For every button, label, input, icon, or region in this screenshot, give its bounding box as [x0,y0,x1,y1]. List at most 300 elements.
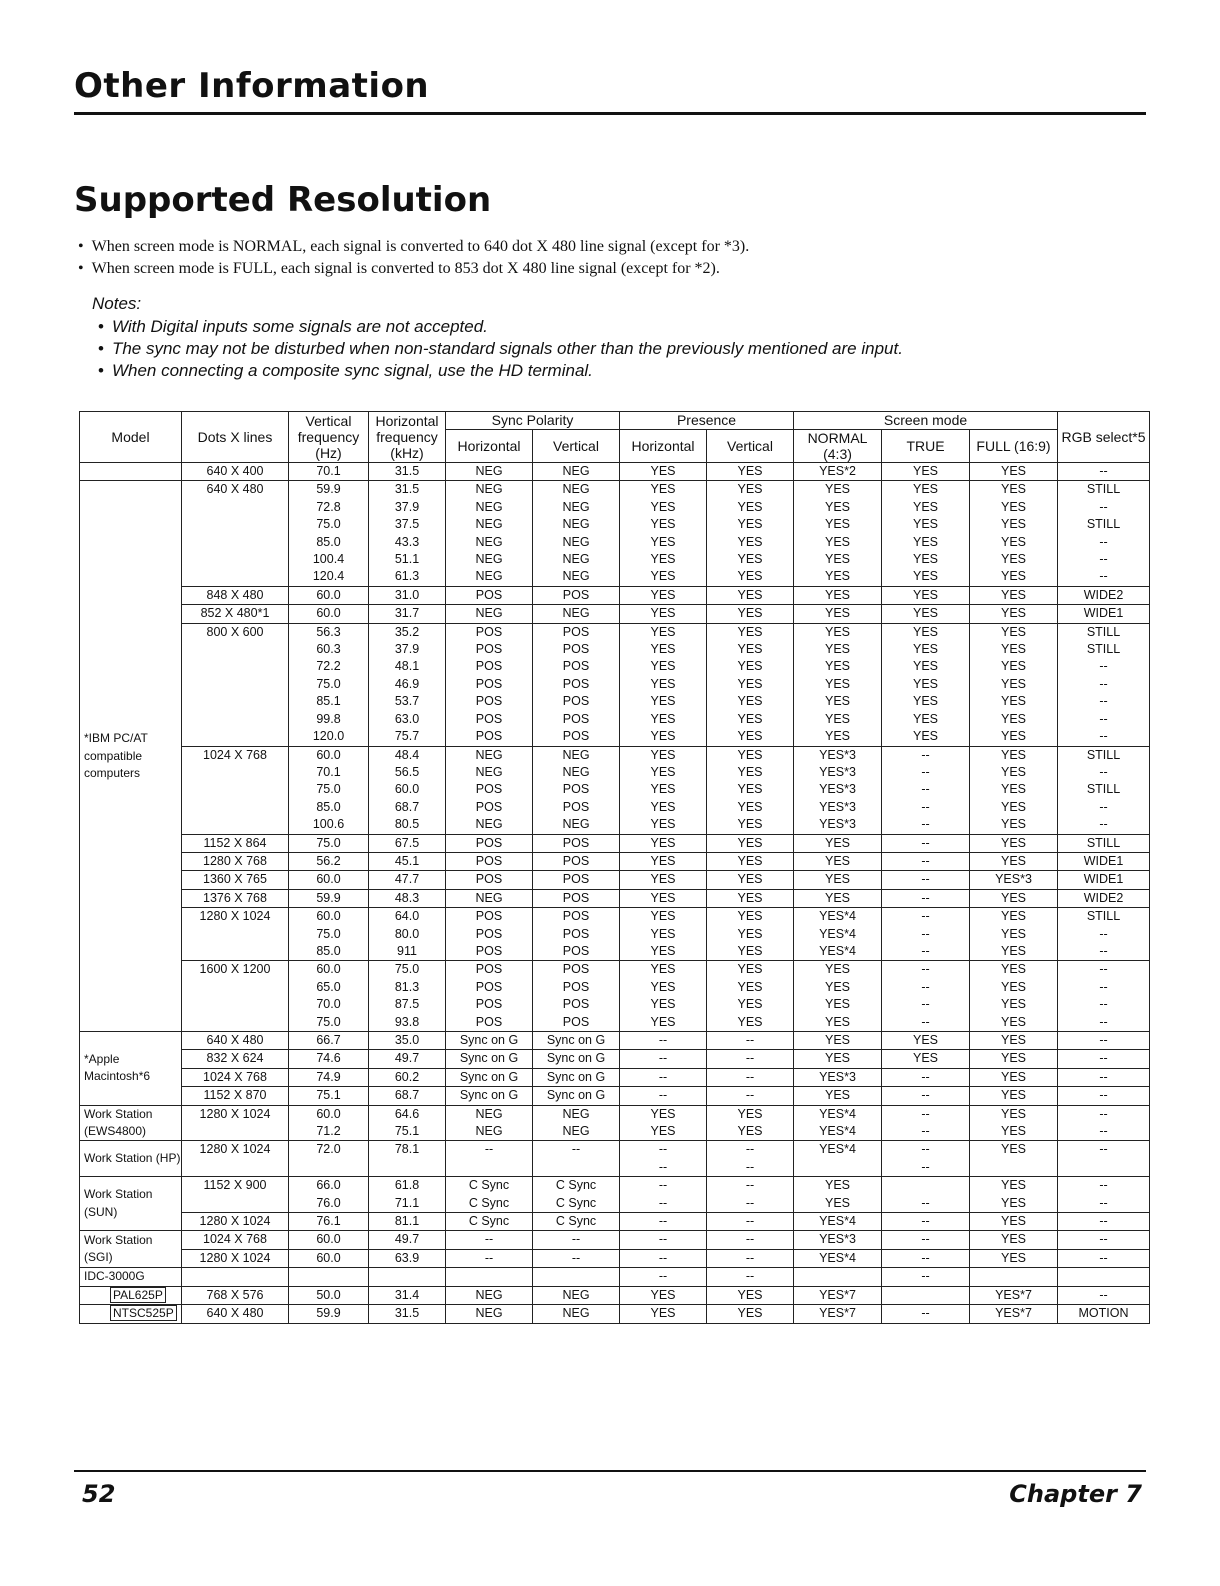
cell-horizontal-frequency: 47.7 [369,871,446,889]
cell-full-mode: YES [970,1032,1058,1050]
cell-horizontal-frequency: 81.3 [369,979,446,996]
cell-presence-horizontal: -- [620,1050,707,1068]
cell-rgb-select: -- [1058,568,1150,586]
table-row [80,693,1150,710]
cell-full-mode: YES [970,764,1058,781]
cell-presence-horizontal: -- [620,1249,707,1267]
cell-presence-vertical: YES [707,834,794,852]
cell-normal-mode: YES*4 [794,1249,882,1267]
cell-horizontal-frequency: 48.4 [369,746,446,764]
cell-normal-mode: YES [794,852,882,870]
cell-dots: 1024 X 768 [182,1231,289,1249]
cell-full-mode: YES [970,1123,1058,1141]
cell-true-mode: -- [882,1249,970,1267]
cell-vertical-frequency: 60.0 [289,605,369,623]
cell-sync-vertical: POS [533,623,620,641]
resolution-table [79,411,1150,1324]
cell-full-mode: YES [970,641,1058,658]
cell-true-mode: YES [882,711,970,728]
table-row [80,926,1150,943]
cell-rgb-select: -- [1058,979,1150,996]
cell-vertical-frequency: 72.8 [289,499,369,516]
cell-true-mode: YES [882,1032,970,1050]
cell-normal-mode: YES [794,693,882,710]
cell-normal-mode: YES [794,1177,882,1195]
cell-rgb-select: STILL [1058,481,1150,499]
table-row [80,605,1150,623]
cell-sync-horizontal: POS [446,799,533,816]
note-item: • With Digital inputs some signals are not accepted. [98,316,903,338]
cell-full-mode: YES [970,605,1058,623]
cell-full-mode: YES [970,1014,1058,1032]
model-cell [80,1305,182,1323]
cell-sync-vertical: NEG [533,534,620,551]
table-row [80,871,1150,889]
cell-sync-vertical: Sync on G [533,1068,620,1086]
cell-horizontal-frequency: 31.4 [369,1286,446,1304]
cell-presence-vertical: YES [707,641,794,658]
cell-vertical-frequency: 72.2 [289,658,369,675]
cell-presence-vertical: YES [707,746,794,764]
cell-dots [182,641,289,658]
cell-vertical-frequency: 75.1 [289,1087,369,1105]
cell-full-mode: YES [970,1141,1058,1159]
cell-dots [182,816,289,834]
cell-sync-horizontal: NEG [446,568,533,586]
table-row [80,641,1150,658]
cell-presence-horizontal: YES [620,781,707,798]
cell-normal-mode: YES [794,534,882,551]
cell-vertical-frequency [289,1268,369,1286]
cell-sync-horizontal: POS [446,676,533,693]
cell-true-mode: -- [882,943,970,961]
cell-sync-vertical: POS [533,641,620,658]
cell-rgb-select: -- [1058,711,1150,728]
cell-normal-mode: YES [794,641,882,658]
cell-horizontal-frequency: 75.1 [369,1123,446,1141]
table-row [80,1141,1150,1159]
cell-presence-vertical: -- [707,1032,794,1050]
cell-sync-vertical: -- [533,1231,620,1249]
cell-normal-mode: YES*3 [794,799,882,816]
model-cell: Work Station (SUN) [80,1177,182,1231]
table-row [80,499,1150,516]
cell-vertical-frequency: 75.0 [289,676,369,693]
cell-rgb-select: -- [1058,1050,1150,1068]
cell-true-mode: -- [882,926,970,943]
table-row [80,996,1150,1013]
cell-sync-vertical: POS [533,1014,620,1032]
cell-sync-vertical: -- [533,1249,620,1267]
cell-dots: 640 X 480 [182,1032,289,1050]
cell-horizontal-frequency: 60.2 [369,1068,446,1086]
cell-normal-mode: YES [794,516,882,533]
header-dots: Dots X lines [182,412,289,463]
cell-sync-horizontal: NEG [446,534,533,551]
cell-full-mode: YES [970,551,1058,568]
cell-horizontal-frequency: 68.7 [369,799,446,816]
table-row [80,1123,1150,1141]
cell-sync-vertical: NEG [533,746,620,764]
header-rgb-select: RGB select*5 [1058,412,1150,463]
cell-true-mode: -- [882,1231,970,1249]
model-cell: Work Station (EWS4800) [80,1105,182,1141]
cell-dots: 640 X 480 [182,481,289,499]
cell-sync-vertical: NEG [533,516,620,533]
cell-horizontal-frequency: 78.1 [369,1141,446,1159]
cell-presence-vertical: YES [707,852,794,870]
cell-horizontal-frequency: 31.5 [369,463,446,481]
cell-normal-mode: YES*3 [794,781,882,798]
cell-true-mode: -- [882,1014,970,1032]
cell-normal-mode: YES*4 [794,926,882,943]
cell-presence-vertical: YES [707,889,794,907]
cell-sync-horizontal: NEG [446,1105,533,1123]
cell-sync-horizontal: POS [446,1014,533,1032]
cell-dots [182,799,289,816]
cell-presence-horizontal: YES [620,534,707,551]
cell-normal-mode: YES [794,871,882,889]
table-row [80,979,1150,996]
cell-rgb-select: -- [1058,534,1150,551]
cell-full-mode: YES [970,586,1058,604]
cell-dots: 1280 X 1024 [182,1213,289,1231]
cell-rgb-select: -- [1058,943,1150,961]
cell-presence-vertical: YES [707,926,794,943]
cell-horizontal-frequency: 64.0 [369,908,446,926]
cell-horizontal-frequency: 60.0 [369,781,446,798]
cell-dots: 1376 X 768 [182,889,289,907]
cell-rgb-select: -- [1058,1249,1150,1267]
notes [92,292,903,382]
cell-presence-vertical: YES [707,586,794,604]
cell-vertical-frequency: 120.0 [289,728,369,746]
cell-true-mode: -- [882,1141,970,1159]
cell-horizontal-frequency: 80.0 [369,926,446,943]
cell-full-mode: YES [970,746,1058,764]
cell-true-mode: YES [882,551,970,568]
cell-sync-horizontal: POS [446,658,533,675]
cell-normal-mode: YES [794,1087,882,1105]
cell-full-mode: YES [970,1231,1058,1249]
cell-sync-vertical: POS [533,586,620,604]
cell-true-mode: -- [882,1068,970,1086]
cell-rgb-select: STILL [1058,834,1150,852]
cell-rgb-select: -- [1058,1177,1150,1195]
cell-full-mode: YES [970,1177,1058,1195]
cell-presence-horizontal: YES [620,926,707,943]
cell-full-mode: YES [970,1068,1058,1086]
cell-sync-vertical: C Sync [533,1195,620,1213]
table-row [80,568,1150,586]
cell-sync-horizontal: POS [446,996,533,1013]
header-horizontal-frequency: Horizontal frequency (kHz) [369,412,446,463]
bullet-full-mode: • When screen mode is FULL, each signal is converted to 853 dot X 480 line signal (except for *2). [74,258,749,280]
cell-presence-vertical: -- [707,1231,794,1249]
cell-sync-vertical: Sync on G [533,1032,620,1050]
cell-full-mode: YES [970,996,1058,1013]
cell-presence-horizontal: YES [620,799,707,816]
cell-vertical-frequency: 85.1 [289,693,369,710]
table-row [80,586,1150,604]
cell-presence-vertical: -- [707,1050,794,1068]
cell-sync-horizontal: NEG [446,764,533,781]
cell-normal-mode: YES [794,676,882,693]
cell-normal-mode: YES [794,658,882,675]
cell-presence-horizontal: YES [620,1123,707,1141]
cell-sync-vertical: NEG [533,463,620,481]
cell-true-mode: -- [882,834,970,852]
cell-sync-horizontal: NEG [446,481,533,499]
cell-presence-horizontal: YES [620,1105,707,1123]
table-row [80,1305,1150,1323]
cell-presence-horizontal: -- [620,1195,707,1213]
cell-presence-vertical: YES [707,1286,794,1304]
cell-normal-mode: YES [794,1050,882,1068]
cell-dots [182,1195,289,1213]
cell-rgb-select: STILL [1058,746,1150,764]
table-row [80,834,1150,852]
cell-vertical-frequency: 85.0 [289,799,369,816]
cell-horizontal-frequency: 93.8 [369,1014,446,1032]
cell-vertical-frequency: 99.8 [289,711,369,728]
cell-vertical-frequency: 60.0 [289,1231,369,1249]
cell-normal-mode: YES [794,551,882,568]
cell-presence-horizontal: -- [620,1213,707,1231]
header-presence-horizontal: Horizontal [620,430,707,463]
table-row [80,852,1150,870]
cell-presence-horizontal: YES [620,641,707,658]
cell-sync-horizontal: POS [446,834,533,852]
cell-dots [182,926,289,943]
cell-dots [182,979,289,996]
cell-sync-horizontal: -- [446,1231,533,1249]
cell-horizontal-frequency: 37.9 [369,499,446,516]
cell-sync-horizontal: Sync on G [446,1050,533,1068]
cell-full-mode: YES [970,852,1058,870]
cell-sync-horizontal: NEG [446,1123,533,1141]
cell-true-mode: YES [882,693,970,710]
cell-dots: 1280 X 1024 [182,908,289,926]
header-presence: Presence [620,412,794,430]
header-vertical-frequency: Vertical frequency (Hz) [289,412,369,463]
cell-sync-horizontal: POS [446,641,533,658]
cell-normal-mode: YES [794,586,882,604]
cell-true-mode: -- [882,1105,970,1123]
cell-sync-vertical: POS [533,834,620,852]
note-item: • The sync may not be disturbed when non-standard signals other than the previously mentioned are input. [98,338,903,360]
cell-sync-vertical: NEG [533,816,620,834]
cell-sync-vertical: POS [533,676,620,693]
cell-vertical-frequency: 66.0 [289,1177,369,1195]
cell-presence-vertical: YES [707,499,794,516]
cell-true-mode: YES [882,676,970,693]
cell-vertical-frequency: 76.0 [289,1195,369,1213]
cell-normal-mode: YES*4 [794,943,882,961]
cell-sync-horizontal: NEG [446,551,533,568]
cell-true-mode: YES [882,623,970,641]
cell-full-mode: YES [970,781,1058,798]
cell-full-mode [970,1159,1058,1177]
cell-true-mode: YES [882,499,970,516]
cell-presence-vertical: YES [707,871,794,889]
cell-presence-vertical: -- [707,1068,794,1086]
table-body [80,463,1150,1324]
cell-sync-vertical: POS [533,728,620,746]
cell-full-mode: YES [970,516,1058,533]
cell-horizontal-frequency: 63.0 [369,711,446,728]
header-presence-vertical: Vertical [707,430,794,463]
cell-dots: 640 X 480 [182,1305,289,1323]
table-row [80,1249,1150,1267]
cell-true-mode: YES [882,728,970,746]
cell-normal-mode: YES [794,605,882,623]
cell-vertical-frequency: 75.0 [289,926,369,943]
cell-sync-horizontal: -- [446,1249,533,1267]
cell-presence-horizontal: YES [620,746,707,764]
cell-presence-horizontal: YES [620,623,707,641]
cell-presence-vertical: YES [707,1105,794,1123]
cell-dots: 1280 X 1024 [182,1249,289,1267]
cell-full-mode: YES [970,1105,1058,1123]
cell-rgb-select: STILL [1058,908,1150,926]
table-row [80,746,1150,764]
cell-presence-vertical: YES [707,1123,794,1141]
cell-presence-horizontal: YES [620,852,707,870]
cell-sync-vertical: NEG [533,1105,620,1123]
cell-rgb-select: -- [1058,799,1150,816]
header-sync-vertical: Vertical [533,430,620,463]
cell-rgb-select: -- [1058,499,1150,516]
cell-presence-vertical: YES [707,693,794,710]
cell-sync-horizontal: POS [446,711,533,728]
cell-normal-mode [794,1268,882,1286]
cell-vertical-frequency: 75.0 [289,516,369,533]
cell-presence-horizontal: YES [620,996,707,1013]
table-row [80,1032,1150,1050]
cell-full-mode: YES [970,481,1058,499]
cell-true-mode: -- [882,764,970,781]
cell-horizontal-frequency: 53.7 [369,693,446,710]
cell-true-mode: YES [882,463,970,481]
cell-presence-vertical: YES [707,1305,794,1323]
cell-sync-vertical: POS [533,908,620,926]
cell-true-mode: -- [882,908,970,926]
cell-dots [182,781,289,798]
cell-vertical-frequency: 60.3 [289,641,369,658]
cell-presence-horizontal: YES [620,961,707,979]
cell-presence-horizontal: YES [620,568,707,586]
cell-vertical-frequency: 76.1 [289,1213,369,1231]
cell-full-mode: YES*7 [970,1305,1058,1323]
cell-vertical-frequency: 120.4 [289,568,369,586]
cell-normal-mode: YES [794,568,882,586]
cell-sync-horizontal: POS [446,728,533,746]
cell-rgb-select: -- [1058,658,1150,675]
cell-vertical-frequency: 72.0 [289,1141,369,1159]
cell-normal-mode: YES*3 [794,816,882,834]
cell-normal-mode: YES [794,889,882,907]
cell-normal-mode: YES*3 [794,746,882,764]
table-row [80,1177,1150,1195]
cell-presence-vertical: YES [707,943,794,961]
cell-sync-horizontal: NEG [446,889,533,907]
table-row [80,676,1150,693]
cell-true-mode: YES [882,586,970,604]
cell-vertical-frequency: 59.9 [289,1305,369,1323]
cell-rgb-select: -- [1058,961,1150,979]
cell-normal-mode: YES*7 [794,1286,882,1304]
cell-presence-vertical: YES [707,605,794,623]
cell-sync-horizontal: NEG [446,605,533,623]
cell-rgb-select [1058,1159,1150,1177]
cell-true-mode: -- [882,979,970,996]
cell-sync-horizontal: NEG [446,1305,533,1323]
cell-vertical-frequency: 100.4 [289,551,369,568]
cell-normal-mode: YES*4 [794,1123,882,1141]
cell-vertical-frequency: 60.0 [289,908,369,926]
cell-vertical-frequency [289,1159,369,1177]
cell-vertical-frequency: 60.0 [289,961,369,979]
cell-true-mode: -- [882,1213,970,1231]
cell-presence-vertical: -- [707,1268,794,1286]
cell-presence-horizontal: YES [620,816,707,834]
bullet-normal-mode: • When screen mode is NORMAL, each signal is converted to 640 dot X 480 line signal (except for *3). [74,236,749,258]
cell-rgb-select: -- [1058,816,1150,834]
cell-dots: 1280 X 768 [182,852,289,870]
cell-horizontal-frequency: 31.7 [369,605,446,623]
cell-dots [182,996,289,1013]
cell-presence-horizontal: YES [620,889,707,907]
cell-dots: 1152 X 864 [182,834,289,852]
cell-vertical-frequency: 74.9 [289,1068,369,1086]
cell-sync-horizontal [446,1268,533,1286]
cell-presence-vertical: YES [707,979,794,996]
cell-sync-vertical: POS [533,926,620,943]
cell-dots: 832 X 624 [182,1050,289,1068]
cell-presence-horizontal: YES [620,693,707,710]
cell-horizontal-frequency: 51.1 [369,551,446,568]
cell-presence-horizontal: YES [620,764,707,781]
cell-vertical-frequency: 59.9 [289,481,369,499]
cell-presence-vertical: -- [707,1087,794,1105]
cell-presence-vertical: YES [707,728,794,746]
table-row [80,943,1150,961]
cell-presence-horizontal: -- [620,1231,707,1249]
cell-rgb-select: -- [1058,1105,1150,1123]
cell-sync-horizontal: NEG [446,1286,533,1304]
cell-dots: 1024 X 768 [182,1068,289,1086]
cell-presence-vertical: YES [707,908,794,926]
cell-true-mode: -- [882,961,970,979]
cell-presence-horizontal: YES [620,1014,707,1032]
cell-sync-vertical [533,1159,620,1177]
cell-sync-horizontal: POS [446,943,533,961]
cell-dots [182,551,289,568]
cell-full-mode: YES [970,1195,1058,1213]
cell-rgb-select: -- [1058,926,1150,943]
cell-full-mode: YES [970,728,1058,746]
page-number: 52 [82,1480,116,1508]
cell-sync-horizontal: POS [446,961,533,979]
cell-true-mode: YES [882,641,970,658]
cell-true-mode: -- [882,1159,970,1177]
cell-dots: 640 X 400 [182,463,289,481]
cell-presence-horizontal: -- [620,1087,707,1105]
cell-sync-vertical: NEG [533,764,620,781]
cell-full-mode [970,1268,1058,1286]
table-row [80,1286,1150,1304]
